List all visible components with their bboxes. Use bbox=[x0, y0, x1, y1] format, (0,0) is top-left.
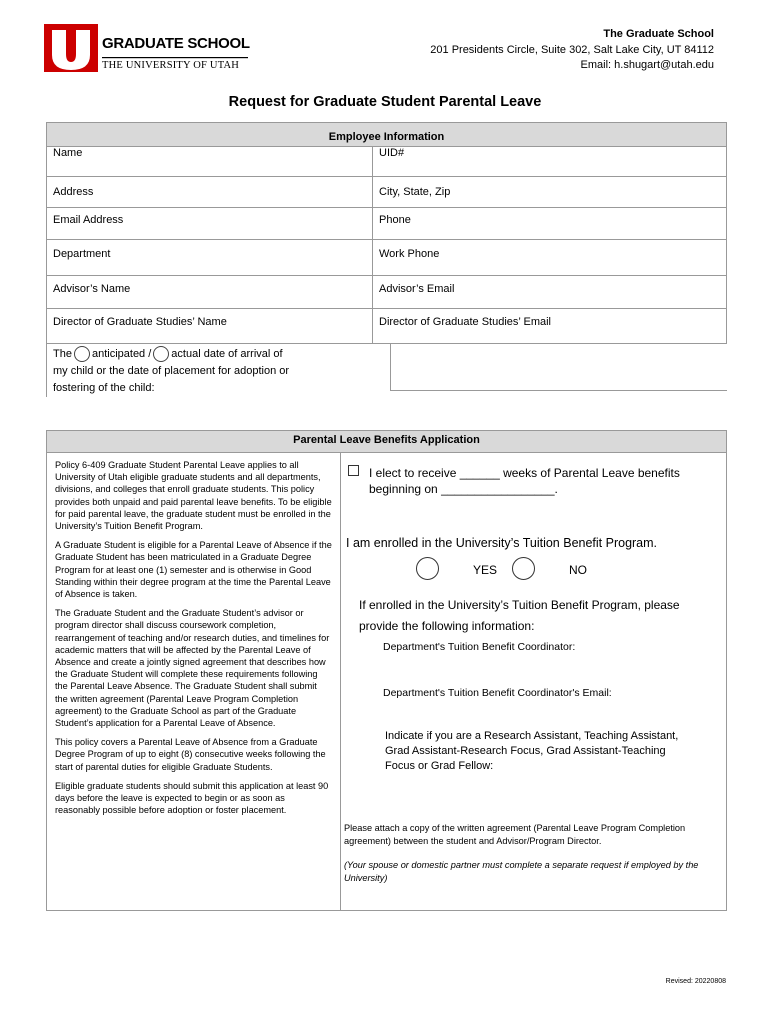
dgs-email-field[interactable] bbox=[373, 309, 727, 344]
org-name: The Graduate School bbox=[603, 28, 714, 40]
page-title: Request for Graduate Student Parental Leave bbox=[228, 94, 542, 110]
policy-paragraph-1: Policy 6-409 Graduate Student Parental Leave applies to all University of Utah eligible graduate students and all departments, divisions, and colleges that enroll graduate students. This policy provides both unpaid and paid parental leave benefits. To be eligible for paid parental leave, the graduate student must be enrolled in the University’s Tuition Benefit Program. bbox=[55, 460, 332, 532]
elect-checkbox[interactable] bbox=[348, 465, 359, 476]
arrival-the: The bbox=[53, 348, 72, 360]
elect-text-2: beginning on _________________. bbox=[369, 482, 558, 496]
uid-field[interactable] bbox=[373, 147, 727, 177]
logo-line2: THE UNIVERSITY OF UTAH bbox=[102, 60, 240, 71]
advisor-name-label: Advisor’s Name bbox=[53, 283, 131, 295]
benefits-section-title: Parental Leave Benefits Application bbox=[47, 431, 727, 453]
coordinator-email-label: Department's Tuition Benefit Coordinator's Email: bbox=[383, 687, 612, 699]
city-state-zip-field[interactable] bbox=[373, 177, 727, 208]
yes-label: YES bbox=[473, 563, 498, 577]
dgs-name-label: Director of Graduate Studies’ Name bbox=[53, 316, 227, 328]
position-label bbox=[385, 729, 678, 774]
email-label: Email Address bbox=[53, 214, 124, 226]
email-field[interactable] bbox=[47, 208, 373, 240]
no-radio[interactable] bbox=[512, 557, 535, 583]
if-enrolled-text bbox=[359, 595, 680, 637]
indicate-1: Indicate if you are a Research Assistant, Teaching Assistant, bbox=[385, 730, 679, 742]
phone-label: Phone bbox=[379, 214, 411, 226]
employee-section-title: Employee Information bbox=[47, 123, 727, 147]
address-label: Address bbox=[53, 186, 94, 198]
department-field[interactable] bbox=[47, 240, 373, 276]
org-email: Email: h.shugart@utah.edu bbox=[580, 59, 714, 71]
work-phone-field[interactable] bbox=[373, 240, 727, 276]
uid-label: UID# bbox=[379, 147, 405, 159]
anticipated-radio[interactable] bbox=[74, 346, 90, 362]
phone-field[interactable] bbox=[373, 208, 727, 240]
work-phone-label: Work Phone bbox=[379, 248, 440, 260]
name-label: Name bbox=[53, 147, 83, 159]
indicate-3: Focus or Grad Fellow: bbox=[385, 760, 494, 772]
benefits-table bbox=[46, 430, 727, 911]
policy-paragraph-5: Eligible graduate students should submit this application at least 90 days before the leave is expected to begin or as soon as reasonably possible before adoption or foster placement. bbox=[55, 780, 329, 816]
dgs-name-field[interactable] bbox=[47, 309, 373, 344]
header-contact bbox=[430, 27, 714, 74]
elect-text-1: I elect to receive ______ weeks of Parental Leave benefits bbox=[369, 466, 680, 480]
org-address: 201 Presidents Circle, Suite 302, Salt Lake City, UT 84112 bbox=[430, 43, 714, 56]
policy-paragraph-2: A Graduate Student is eligible for a Parental Leave of Absence if the Graduate Student has been matriculated in a Graduate Degree Program for at least one (1) semester and is otherwise in Good Standing within their degree program at the time the Parental Leave of Absence is taken. bbox=[55, 540, 332, 600]
spouse-note: (Your spouse or domestic partner must complete a separate request if employed by the University) bbox=[344, 860, 699, 883]
policy-paragraph-3: The Graduate Student and the Graduate Student’s advisor or program director shall discuss coursework completion, rearrangement of teaching and/or research duties, and timelines for academic matters that will be affected by the Parental Leave of Absence and create a jointly signed agreement that describes how the Graduate Student will complete these requirements following the Parental Leave Absence. The Graduate Student shall submit the written agreement (Parental Leave Program Completion agreement) to the Graduate School as part of the Graduate Student’s application for a Parental Leave of Absence. bbox=[55, 608, 330, 729]
if-enrolled-1: If enrolled in the University’s Tuition Benefit Program, please bbox=[359, 598, 680, 612]
dgs-email-label: Director of Graduate Studies’ Email bbox=[379, 316, 551, 328]
application-area bbox=[341, 453, 727, 911]
no-label: NO bbox=[569, 563, 587, 577]
arrival-text-2: my child or the date of placement for adoption or bbox=[53, 365, 290, 377]
advisor-email-field[interactable] bbox=[373, 276, 727, 309]
university-logo bbox=[44, 24, 254, 74]
elect-line bbox=[348, 465, 680, 497]
revised-date: Revised: 20220808 bbox=[665, 978, 726, 985]
arrival-date-area bbox=[373, 344, 727, 398]
indicate-2: Grad Assistant-Research Focus, Grad Assistant-Teaching bbox=[385, 745, 666, 757]
logo-line1: GRADUATE SCHOOL bbox=[102, 35, 250, 52]
actual-radio[interactable] bbox=[153, 346, 169, 362]
logo-letter: U bbox=[48, 44, 49, 45]
coordinator-label: Department's Tuition Benefit Coordinator: bbox=[383, 641, 576, 653]
arrival-text-3: fostering of the child: bbox=[53, 382, 155, 394]
arrival-date-input[interactable] bbox=[390, 344, 727, 391]
policy-paragraph-4: This policy covers a Parental Leave of Absence from a Graduate Degree Program of up to eight (8) consecutive weeks following the start of parental duties for eligible Graduate Students. bbox=[55, 737, 326, 772]
anticipated-label: anticipated / bbox=[91, 348, 152, 360]
name-field[interactable] bbox=[47, 147, 373, 177]
yes-radio[interactable] bbox=[416, 557, 439, 583]
employee-info-table bbox=[46, 122, 727, 397]
policy-text bbox=[47, 453, 341, 911]
arrival-date-label bbox=[47, 344, 373, 398]
advisor-name-field[interactable] bbox=[47, 276, 373, 309]
attach-note: Please attach a copy of the written agreement (Parental Leave Program Completion agreement) between the student and Advisor/Program Director. bbox=[344, 823, 686, 846]
arrival-text-1: actual date of arrival of bbox=[171, 348, 283, 360]
enrolled-question: I am enrolled in the University’s Tuition Benefit Program. bbox=[346, 536, 658, 550]
city-state-zip-label: City, State, Zip bbox=[379, 186, 451, 198]
advisor-email-label: Advisor’s Email bbox=[379, 283, 455, 295]
if-enrolled-2: provide the following information: bbox=[359, 619, 535, 633]
address-field[interactable] bbox=[47, 177, 373, 208]
department-label: Department bbox=[53, 248, 111, 260]
